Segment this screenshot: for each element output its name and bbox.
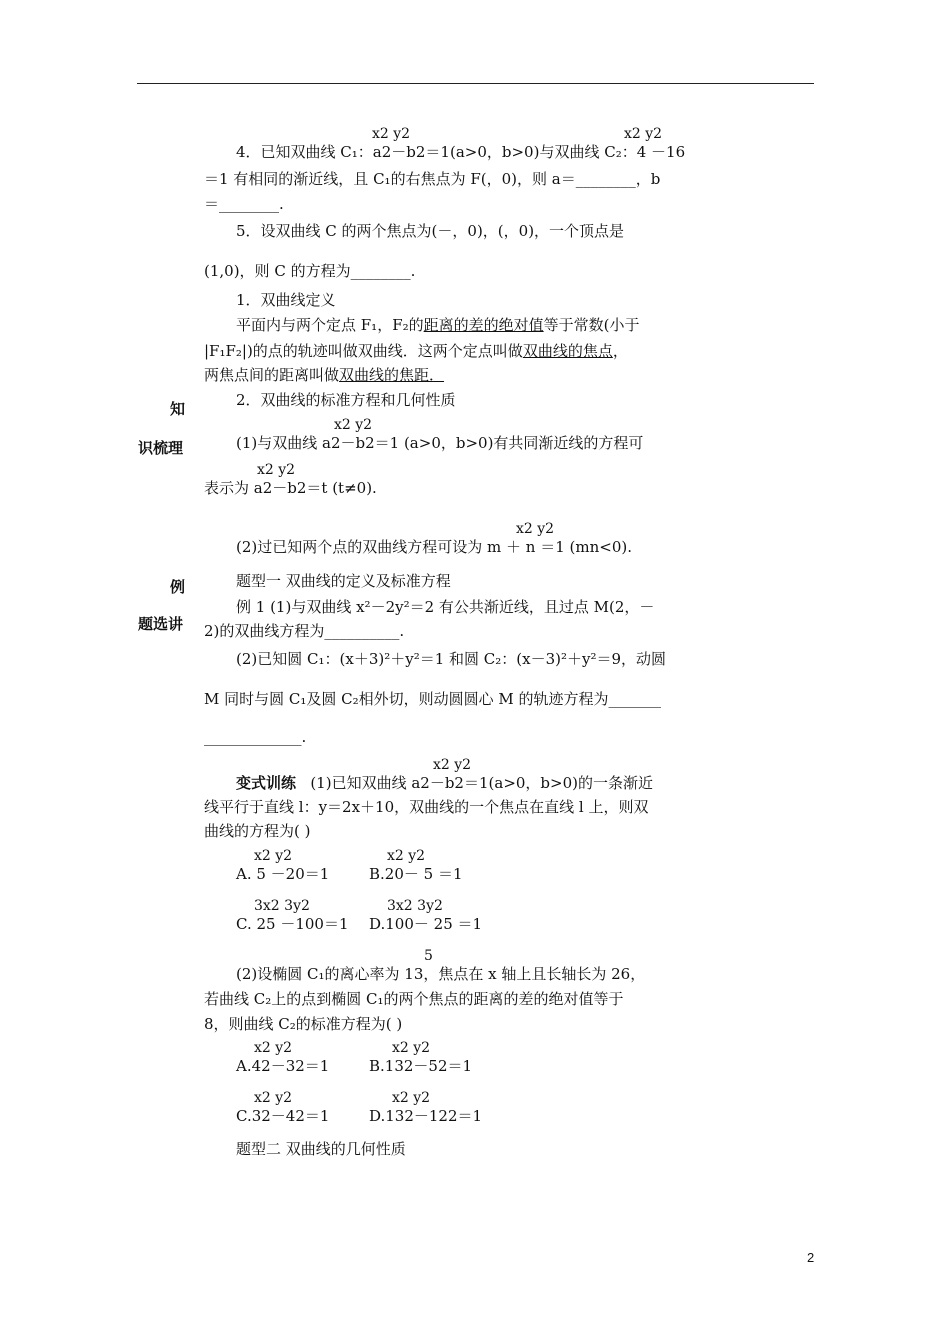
q2-option-a-superscript: x2 y2: [254, 1040, 293, 1056]
knowledge-s1: (1)与双曲线 a2－b2＝1 (a>0，b>0)有共同渐近线的方程可: [236, 434, 644, 452]
def-underlined: 距离的差的绝对值: [423, 316, 544, 334]
sidebar-shilishuli: 识梳理: [138, 439, 184, 457]
knowledge-s3: (2)过已知两个点的双曲线方程可设为 m ＋ n ＝1 (mn<0).: [236, 538, 632, 556]
example-2-line-2: M 同时与圆 C₁及圆 C₂相外切，则动圆圆心 M 的轨迹方程为_______: [204, 690, 662, 708]
def-underlined: 双曲线的焦点: [522, 342, 613, 360]
knowledge-def-line-1: [236, 316, 640, 334]
variant-superscript: x2 y2: [433, 757, 472, 773]
variant-line-2: 线平行于直线 l：y＝2x＋10，双曲线的一个焦点在直线 l 上，则双: [204, 798, 649, 816]
option-a: A. 5 －20＝1: [236, 865, 330, 883]
q2-line-3: 8，则曲线 C₂的标准方程为( ): [204, 1015, 403, 1033]
def-text: ，: [612, 342, 628, 360]
knowledge-heading-2: 2．双曲线的标准方程和几何性质: [236, 391, 456, 409]
option-b-superscript: x2 y2: [387, 848, 426, 864]
knowledge-heading-1: 1．双曲线定义: [236, 291, 336, 309]
example-type-1: 题型一 双曲线的定义及标准方程: [236, 572, 451, 590]
option-c: C. 25 －100＝1: [236, 915, 349, 933]
page-number: 2: [807, 1250, 815, 1265]
q2-option-d-superscript: x2 y2: [392, 1090, 431, 1106]
option-b: B.20－ 5 ＝1: [369, 865, 463, 883]
q2-line-1: (2)设椭圆 C₁的离心率为 13，焦点在 x 轴上且长轴长为 26，: [236, 965, 646, 983]
sidebar-tixuanjiang: 题选讲: [138, 615, 184, 633]
example-2-line-1: (2)已知圆 C₁：(x＋3)²＋y²＝1 和圆 C₂：(x－3)²＋y²＝9，动圆: [236, 650, 667, 668]
q2-superscript: 5: [424, 948, 433, 964]
def-underlined: 双曲线的焦距．: [339, 366, 445, 384]
option-c-superscript: 3x2 3y2: [254, 898, 310, 914]
variant-label: 变式训练: [236, 774, 297, 792]
p5-line-2: (1,0)，则 C 的方程为________.: [204, 262, 416, 280]
knowledge-s2: 表示为 a2－b2＝t (t≠0).: [204, 479, 377, 497]
option-d: D.100－ 25 ＝1: [369, 915, 483, 933]
option-d-superscript: 3x2 3y2: [387, 898, 443, 914]
p4-line-1: 4．已知双曲线 C₁：a2－b2＝1(a>0，b>0)与双曲线 C₂：4 －16: [236, 143, 686, 161]
def-text: 平面内与两个定点 F₁，F₂的: [236, 316, 424, 334]
sidebar-li: 例: [170, 578, 186, 596]
p4-superscript-1: x2 y2: [372, 126, 411, 142]
p4-superscript-2: x2 y2: [624, 126, 663, 142]
q2-option-c: C.32－42＝1: [236, 1107, 330, 1125]
def-text: 等于常数(小于: [543, 316, 640, 334]
def-text: |F₁F₂|)的点的轨迹叫做双曲线．这两个定点叫做: [204, 342, 523, 360]
example-1-line-1: 例 1 (1)与双曲线 x²－2y²＝2 有公共渐近线，且过点 M(2，－: [236, 598, 655, 616]
def-text: 两焦点间的距离叫做: [204, 366, 340, 384]
variant-line-3: 曲线的方程为( ): [204, 822, 311, 840]
q2-option-b: B.132－52＝1: [369, 1057, 473, 1075]
variant-line-1: [236, 774, 653, 792]
variant-text: (1)已知双曲线 a2－b2＝1(a>0，b>0)的一条渐近: [310, 774, 653, 792]
q2-option-d: D.132－122＝1: [369, 1107, 483, 1125]
p4-line-3: ＝________.: [204, 195, 284, 213]
example-1-line-2: 2)的双曲线方程为__________.: [204, 622, 405, 640]
header-rule: [137, 83, 814, 84]
p4-line-2: ＝1 有相同的渐近线，且 C₁的右焦点为 F(，0)，则 a＝________，b: [204, 170, 661, 188]
p5-line-1: 5．设双曲线 C 的两个焦点为(－，0)，(，0)，一个顶点是: [236, 222, 625, 240]
option-a-superscript: x2 y2: [254, 848, 293, 864]
s1-superscript: x2 y2: [334, 417, 373, 433]
q2-option-a: A.42－32＝1: [236, 1057, 330, 1075]
q2-line-2: 若曲线 C₂上的点到椭圆 C₁的两个焦点的距离的差的绝对值等于: [204, 990, 624, 1008]
example-2-line-3: _____________.: [204, 728, 307, 746]
s2-superscript: x2 y2: [257, 462, 296, 478]
knowledge-def-line-2: [204, 342, 628, 360]
q2-option-b-superscript: x2 y2: [392, 1040, 431, 1056]
q2-option-c-superscript: x2 y2: [254, 1090, 293, 1106]
s3-superscript: x2 y2: [516, 521, 555, 537]
knowledge-def-line-3: [204, 366, 444, 384]
example-type-2: 题型二 双曲线的几何性质: [236, 1140, 406, 1158]
sidebar-zhi: 知: [170, 400, 186, 418]
